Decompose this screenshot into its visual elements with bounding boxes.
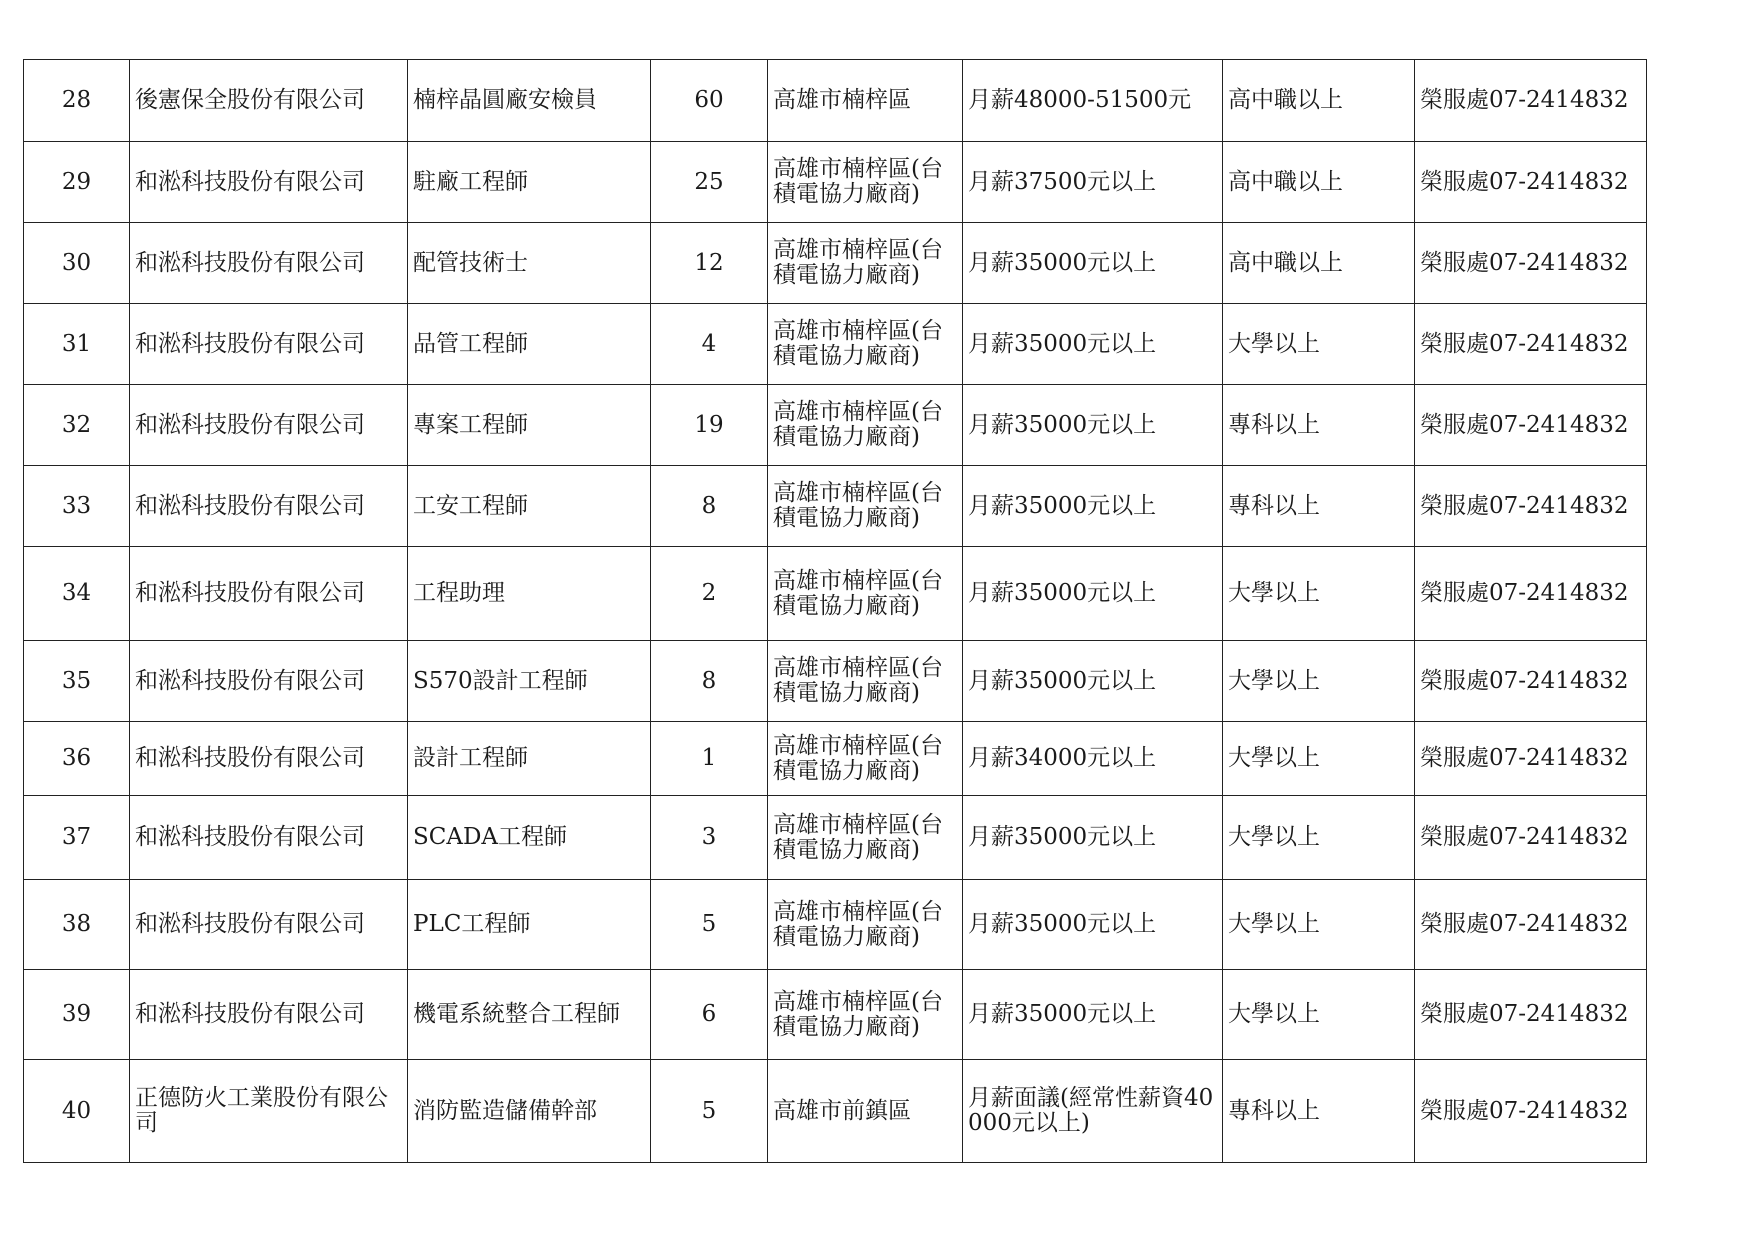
contact-info: 榮服處07-2414832	[1415, 880, 1647, 970]
work-location: 高雄市楠梓區(台積電協力廠商)	[768, 142, 963, 223]
salary: 月薪35000元以上	[963, 547, 1223, 641]
row-number: 31	[24, 304, 130, 385]
job-title: S570設計工程師	[408, 641, 651, 722]
job-title: 工程助理	[408, 547, 651, 641]
education-requirement: 大學以上	[1223, 970, 1415, 1060]
table-row	[24, 880, 1647, 970]
contact-info: 榮服處07-2414832	[1415, 385, 1647, 466]
openings-count: 1	[651, 722, 768, 796]
company-name: 和淞科技股份有限公司	[130, 466, 408, 547]
work-location: 高雄市楠梓區(台積電協力廠商)	[768, 547, 963, 641]
job-listing-table	[23, 59, 1647, 1163]
job-title: PLC工程師	[408, 880, 651, 970]
row-number: 38	[24, 880, 130, 970]
table-row	[24, 1060, 1647, 1163]
work-location: 高雄市楠梓區	[768, 60, 963, 142]
work-location: 高雄市楠梓區(台積電協力廠商)	[768, 304, 963, 385]
education-requirement: 專科以上	[1223, 466, 1415, 547]
job-title: SCADA工程師	[408, 796, 651, 880]
contact-info: 榮服處07-2414832	[1415, 722, 1647, 796]
contact-info: 榮服處07-2414832	[1415, 796, 1647, 880]
salary: 月薪35000元以上	[963, 641, 1223, 722]
company-name: 和淞科技股份有限公司	[130, 223, 408, 304]
company-name: 和淞科技股份有限公司	[130, 547, 408, 641]
row-number: 30	[24, 223, 130, 304]
contact-info: 榮服處07-2414832	[1415, 466, 1647, 547]
table-row	[24, 223, 1647, 304]
company-name: 後憲保全股份有限公司	[130, 60, 408, 142]
row-number: 33	[24, 466, 130, 547]
table-row	[24, 722, 1647, 796]
openings-count: 4	[651, 304, 768, 385]
table-row	[24, 466, 1647, 547]
company-name: 和淞科技股份有限公司	[130, 880, 408, 970]
openings-count: 5	[651, 880, 768, 970]
job-title: 機電系統整合工程師	[408, 970, 651, 1060]
education-requirement: 大學以上	[1223, 880, 1415, 970]
openings-count: 6	[651, 970, 768, 1060]
openings-count: 12	[651, 223, 768, 304]
contact-info: 榮服處07-2414832	[1415, 641, 1647, 722]
openings-count: 25	[651, 142, 768, 223]
openings-count: 19	[651, 385, 768, 466]
openings-count: 3	[651, 796, 768, 880]
table-row	[24, 385, 1647, 466]
table-row	[24, 304, 1647, 385]
table-row	[24, 60, 1647, 142]
job-title: 駐廠工程師	[408, 142, 651, 223]
education-requirement: 高中職以上	[1223, 142, 1415, 223]
openings-count: 8	[651, 641, 768, 722]
salary: 月薪35000元以上	[963, 223, 1223, 304]
work-location: 高雄市楠梓區(台積電協力廠商)	[768, 385, 963, 466]
work-location: 高雄市楠梓區(台積電協力廠商)	[768, 970, 963, 1060]
openings-count: 2	[651, 547, 768, 641]
education-requirement: 高中職以上	[1223, 60, 1415, 142]
education-requirement: 大學以上	[1223, 641, 1415, 722]
job-title: 工安工程師	[408, 466, 651, 547]
company-name: 和淞科技股份有限公司	[130, 304, 408, 385]
education-requirement: 高中職以上	[1223, 223, 1415, 304]
salary: 月薪35000元以上	[963, 466, 1223, 547]
row-number: 39	[24, 970, 130, 1060]
salary: 月薪34000元以上	[963, 722, 1223, 796]
job-title: 消防監造儲備幹部	[408, 1060, 651, 1163]
company-name: 和淞科技股份有限公司	[130, 796, 408, 880]
salary: 月薪35000元以上	[963, 970, 1223, 1060]
job-title: 專案工程師	[408, 385, 651, 466]
company-name: 和淞科技股份有限公司	[130, 641, 408, 722]
work-location: 高雄市楠梓區(台積電協力廠商)	[768, 641, 963, 722]
job-title: 配管技術士	[408, 223, 651, 304]
job-title: 楠梓晶圓廠安檢員	[408, 60, 651, 142]
openings-count: 5	[651, 1060, 768, 1163]
table-row	[24, 970, 1647, 1060]
work-location: 高雄市前鎮區	[768, 1060, 963, 1163]
salary: 月薪35000元以上	[963, 880, 1223, 970]
salary: 月薪35000元以上	[963, 385, 1223, 466]
contact-info: 榮服處07-2414832	[1415, 1060, 1647, 1163]
work-location: 高雄市楠梓區(台積電協力廠商)	[768, 880, 963, 970]
table-row	[24, 547, 1647, 641]
education-requirement: 專科以上	[1223, 1060, 1415, 1163]
contact-info: 榮服處07-2414832	[1415, 970, 1647, 1060]
row-number: 36	[24, 722, 130, 796]
company-name: 和淞科技股份有限公司	[130, 142, 408, 223]
table-row	[24, 796, 1647, 880]
company-name: 正德防火工業股份有限公司	[130, 1060, 408, 1163]
company-name: 和淞科技股份有限公司	[130, 722, 408, 796]
contact-info: 榮服處07-2414832	[1415, 223, 1647, 304]
education-requirement: 專科以上	[1223, 385, 1415, 466]
education-requirement: 大學以上	[1223, 304, 1415, 385]
salary: 月薪35000元以上	[963, 796, 1223, 880]
openings-count: 60	[651, 60, 768, 142]
row-number: 40	[24, 1060, 130, 1163]
contact-info: 榮服處07-2414832	[1415, 547, 1647, 641]
contact-info: 榮服處07-2414832	[1415, 60, 1647, 142]
contact-info: 榮服處07-2414832	[1415, 142, 1647, 223]
company-name: 和淞科技股份有限公司	[130, 970, 408, 1060]
salary: 月薪面議(經常性薪資40000元以上)	[963, 1060, 1223, 1163]
job-title: 設計工程師	[408, 722, 651, 796]
education-requirement: 大學以上	[1223, 722, 1415, 796]
row-number: 37	[24, 796, 130, 880]
row-number: 35	[24, 641, 130, 722]
education-requirement: 大學以上	[1223, 796, 1415, 880]
table-row	[24, 641, 1647, 722]
row-number: 28	[24, 60, 130, 142]
salary: 月薪35000元以上	[963, 304, 1223, 385]
table-row	[24, 142, 1647, 223]
salary: 月薪37500元以上	[963, 142, 1223, 223]
job-title: 品管工程師	[408, 304, 651, 385]
row-number: 34	[24, 547, 130, 641]
work-location: 高雄市楠梓區(台積電協力廠商)	[768, 722, 963, 796]
work-location: 高雄市楠梓區(台積電協力廠商)	[768, 796, 963, 880]
row-number: 29	[24, 142, 130, 223]
contact-info: 榮服處07-2414832	[1415, 304, 1647, 385]
openings-count: 8	[651, 466, 768, 547]
education-requirement: 大學以上	[1223, 547, 1415, 641]
work-location: 高雄市楠梓區(台積電協力廠商)	[768, 466, 963, 547]
row-number: 32	[24, 385, 130, 466]
company-name: 和淞科技股份有限公司	[130, 385, 408, 466]
salary: 月薪48000-51500元	[963, 60, 1223, 142]
work-location: 高雄市楠梓區(台積電協力廠商)	[768, 223, 963, 304]
